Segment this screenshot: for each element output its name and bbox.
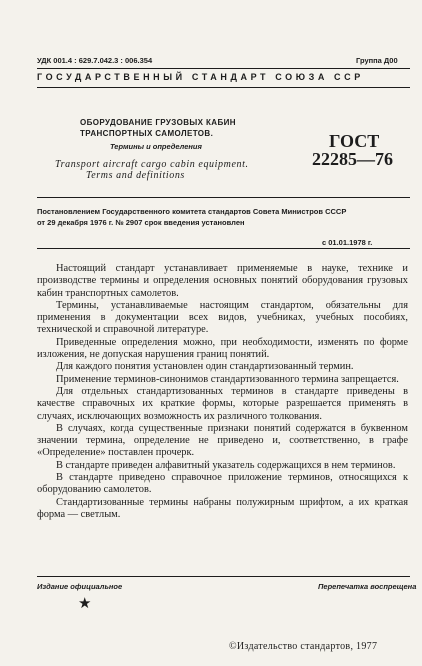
paragraph: Термины, устанавливаемые настоящим стандартом, обязательны для применения в документации всех видов, учебниках, учебных пособиях, технической и справочной литературе. bbox=[37, 299, 408, 336]
decree-rule-top bbox=[37, 197, 410, 198]
group-code: Группа Д00 bbox=[356, 56, 398, 65]
paragraph: В случаях, когда существенные признаки понятий содержатся в буквенном значении термина, определение не приведено и, соответственно, в графе «Определение» поставлен прочерк. bbox=[37, 422, 408, 459]
title-subtitle: Термины и определения bbox=[110, 142, 202, 151]
udc-code: УДК 001.4 : 629.7.042.3 : 006.354 bbox=[37, 56, 153, 65]
standard-banner: ГОСУДАРСТВЕННЫЙ СТАНДАРТ СОЮЗА ССР bbox=[37, 72, 364, 82]
paragraph: Для отдельных стандартизованных терминов в стандарте приведены в качестве справочных их краткие формы, которые разрешается применять в случаях, исключающих возможность их различного толкования. bbox=[37, 385, 408, 422]
english-title-2: Terms and definitions bbox=[86, 170, 185, 181]
title-line-2: ТРАНСПОРТНЫХ САМОЛЕТОВ. bbox=[80, 129, 214, 138]
decree-rule-bottom bbox=[37, 248, 410, 249]
footer-rule bbox=[37, 576, 410, 577]
gost-number: 22285—76 bbox=[312, 149, 393, 169]
gost-label: ГОСТ bbox=[329, 131, 380, 151]
paragraph: Для каждого понятия установлен один стандартизованный термин. bbox=[56, 361, 354, 373]
body-text bbox=[37, 263, 408, 521]
paragraph: Настоящий стандарт устанавливает применяемые в науке, технике и производстве термины и определения основных понятий оборудования грузовых кабин транспортных самолетов. bbox=[37, 263, 408, 299]
paragraph: В стандарте приведено справочное приложение терминов, относящихся к оборудованию самолетов. bbox=[37, 472, 408, 496]
copyright: ©Издательство стандартов, 1977 bbox=[229, 641, 378, 652]
decree-line-2: от 29 декабря 1976 г. № 2907 срок введения установлен bbox=[37, 218, 245, 227]
title-line-1: ОБОРУДОВАНИЕ ГРУЗОВЫХ КАБИН bbox=[80, 118, 236, 127]
star-icon: ★ bbox=[78, 596, 92, 612]
decree-line-1: Постановлением Государственного комитета стандартов Совета Министров СССР bbox=[37, 207, 347, 216]
header-rule-bottom bbox=[37, 87, 410, 88]
paragraph: Применение терминов-синонимов стандартизованного термина запрещается. bbox=[56, 373, 399, 385]
paragraph: Приведенные определения можно, при необходимости, изменять по форме изложения, не допуская нарушения границ понятий. bbox=[37, 336, 408, 361]
reprint-prohibited-note: Перепечатка воспрещена bbox=[318, 582, 417, 591]
official-edition-note: Издание официальное bbox=[37, 582, 123, 591]
paragraph: Стандартизованные термины набраны полужирным шрифтом, а их краткая форма — светлым. bbox=[37, 496, 408, 520]
header-rule-top bbox=[37, 68, 410, 69]
paragraph: В стандарте приведен алфавитный указатель содержащихся в нем терминов. bbox=[56, 459, 396, 471]
introduction-date: с 01.01.1978 г. bbox=[322, 238, 373, 247]
english-title-1: Transport aircraft cargo cabin equipment. bbox=[55, 159, 249, 170]
